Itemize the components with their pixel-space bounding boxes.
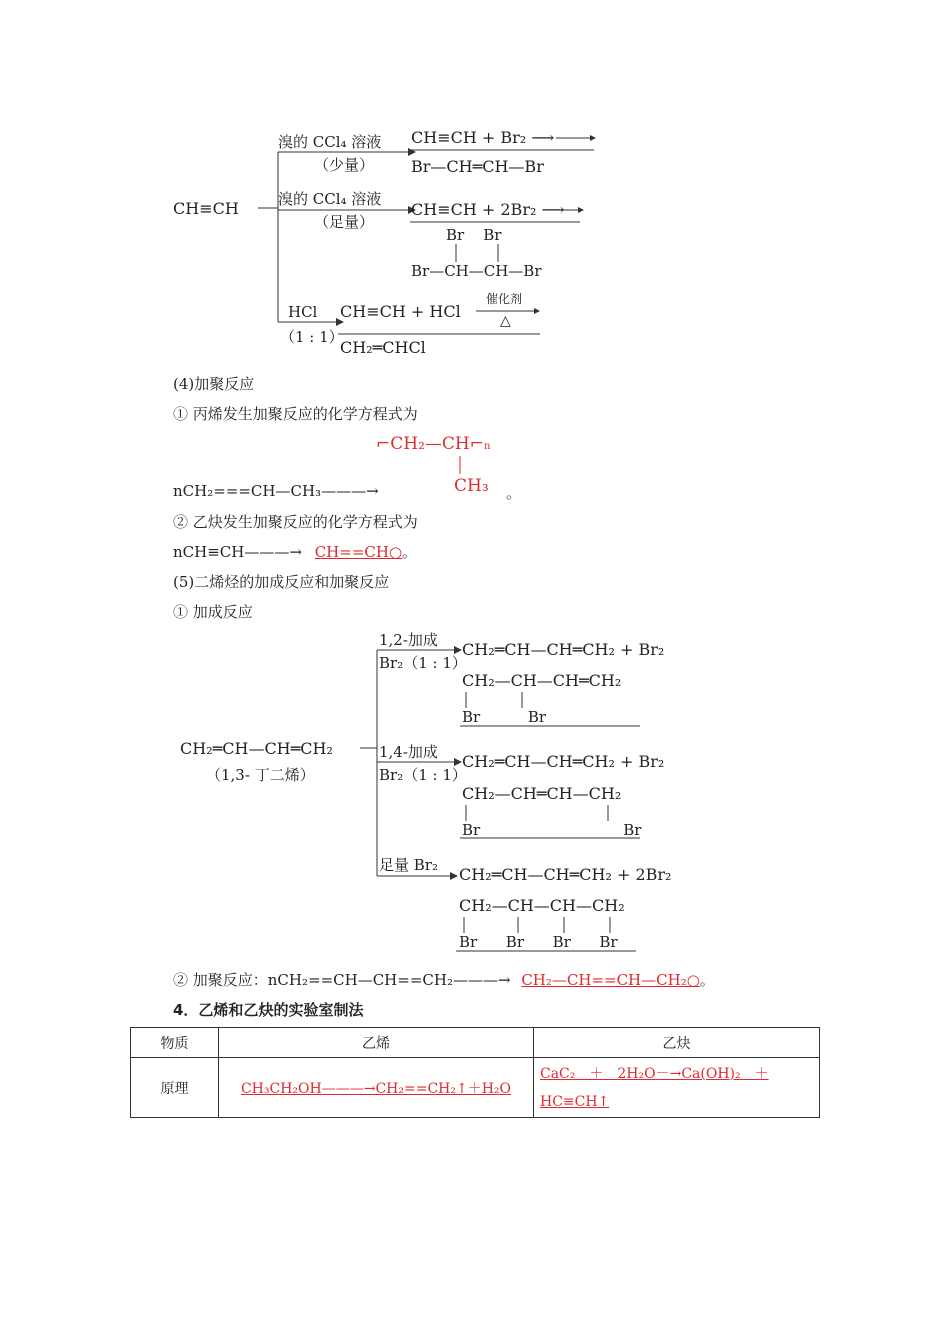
butadiene-polymer-line — [173, 969, 715, 990]
header-ethylene: 乙烯 — [219, 1028, 534, 1058]
lab-table — [130, 1027, 820, 1118]
b1-product: CH₂—CH—CH═CH₂ — [462, 671, 622, 690]
section4-item1: ① 丙烯发生加聚反应的化学方程式为 — [173, 405, 418, 423]
b2-reagent: Br₂（1 : 1） — [379, 766, 467, 784]
butadiene-formula: CH₂═CH—CH═CH₂ — [180, 739, 333, 758]
acetylene-equation: nCH≡CH———→ — [173, 543, 302, 561]
b1-equation: CH₂═CH—CH═CH₂ + Br₂ — [462, 640, 665, 659]
branch2-product: Br—CH—CH—Br — [411, 262, 542, 280]
period-2: 。 — [402, 543, 418, 561]
b3-bromines: Br Br Br Br — [459, 933, 618, 951]
polypropylene-methyl: CH₃ — [454, 476, 489, 496]
period-1: 。 — [506, 484, 522, 502]
polypropylene-chain: CH₂—CH — [390, 434, 470, 454]
heat-symbol: △ — [500, 313, 511, 329]
acetylene-reactant: CH≡CH — [173, 199, 239, 218]
table-header-row — [131, 1028, 820, 1058]
section4-heading: (4)加聚反应 — [173, 375, 255, 393]
ethylene-principle: CH₃CH₂OH———→CH₂==CH₂↑＋H₂O — [219, 1058, 534, 1118]
table-row — [131, 1058, 820, 1118]
branch2-amount: （足量） — [314, 213, 375, 231]
acetylene-principle-line2: HC≡CH↑ — [540, 1093, 610, 1110]
b3-condition: 足量 Br₂ — [379, 856, 438, 874]
section5-item1: ① 加成反应 — [173, 603, 253, 621]
degree-n: n — [483, 441, 491, 452]
branch2-condition: 溴的 CCl₄ 溶液 — [278, 190, 382, 208]
butadiene-polymer-answer: CH₂—CH==CH—CH₂○ — [521, 971, 700, 989]
b1-condition: 1,2-加成 — [379, 631, 438, 649]
lab-heading: 4．乙烯和乙炔的实验室制法 — [173, 1001, 364, 1019]
section5-heading: (5)二烯烃的加成反应和加聚反应 — [173, 573, 390, 591]
header-acetylene: 乙炔 — [534, 1028, 820, 1058]
polypropylene-unit: ⌐CH₂—CH⌐n — [376, 434, 491, 454]
branch3-equation: CH≡CH + HCl — [340, 302, 461, 321]
period-3: 。 — [699, 971, 715, 989]
header-substance: 物质 — [131, 1028, 219, 1058]
branch2-product-br: Br Br — [446, 226, 502, 244]
b2-bromines: Br Br — [462, 821, 642, 839]
b1-bromines: Br Br — [462, 708, 547, 726]
branch3-ratio: （1 : 1） — [280, 328, 344, 346]
acetylene-polymer-answer: CH==CH○ — [314, 543, 403, 561]
branch2-equation: CH≡CH + 2Br₂ ⟶ — [411, 200, 565, 219]
b3-equation: CH₂═CH—CH═CH₂ + 2Br₂ — [459, 865, 672, 884]
butadiene-name: （1,3- 丁二烯） — [206, 766, 315, 784]
branch3-product: CH₂═CHCl — [340, 338, 426, 357]
section4-item2: ② 乙炔发生加聚反应的化学方程式为 — [173, 513, 418, 531]
acetylene-principle-line1: CaC₂ ＋ 2H₂O－→Ca(OH)₂ ＋ — [540, 1065, 769, 1082]
b3-product: CH₂—CH—CH—CH₂ — [459, 896, 625, 915]
branch1-equation: CH≡CH + Br₂ ⟶ — [411, 128, 555, 147]
propene-equation: nCH₂===CH—CH₃———→ — [173, 482, 379, 500]
b2-product: CH₂—CH═CH—CH₂ — [462, 784, 622, 803]
row-label-principle: 原理 — [131, 1058, 219, 1118]
acetylene-principle — [534, 1058, 820, 1118]
b2-equation: CH₂═CH—CH═CH₂ + Br₂ — [462, 752, 665, 771]
branch1-product: Br—CH═CH—Br — [411, 157, 544, 176]
branch1-amount: （少量） — [314, 156, 375, 174]
acetylene-polymer-line — [173, 541, 417, 562]
butadiene-polymer-equation: ② 加聚反应：nCH₂==CH—CH==CH₂———→ — [173, 971, 511, 989]
b2-condition: 1,4-加成 — [379, 743, 438, 761]
catalyst-label: 催化剂 — [486, 292, 523, 306]
branch1-condition: 溴的 CCl₄ 溶液 — [278, 133, 382, 151]
branch3-condition: HCl — [288, 303, 318, 321]
b1-reagent: Br₂（1 : 1） — [379, 654, 467, 672]
